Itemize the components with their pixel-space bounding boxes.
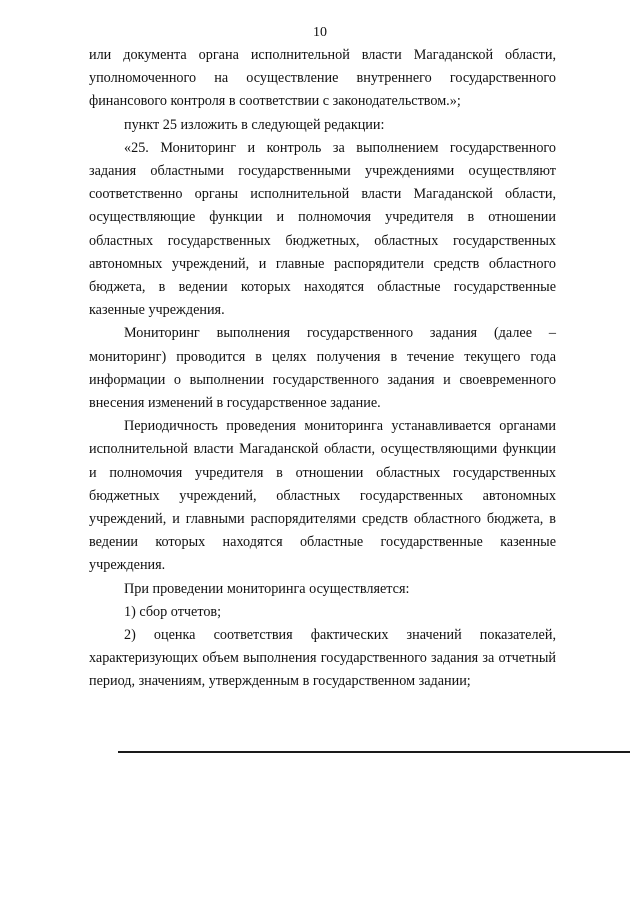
bottom-divider-line — [118, 751, 630, 753]
list-item-2: 2) оценка соответствия фактических значений показателей, характеризующих объем выполнения государственного задания за отчетный период, значениям, утвержденным в государственном задании; — [89, 627, 556, 690]
paragraph-amendment-intro: пункт 25 изложить в следующей редакции: — [124, 116, 385, 133]
paragraph-monitoring-frequency: Периодичность проведения мониторинга устанавливается органами исполнительной власти Магаданской области, осуществляющими функции и полномочия учредителя в отношении областных государственных бюджетных учреждений, областных государственных автономных учреждений, и главными распорядителями средств областного бюджета, в ведении которых находятся областные государственные казенные учреждения. — [89, 418, 556, 574]
document-body — [89, 44, 556, 694]
list-item-1: 1) сбор отчетов; — [124, 603, 222, 620]
paragraph-monitoring-definition: Мониторинг выполнения государственного задания (далее – мониторинг) проводится в целях получения в течение текущего года информации о выполнении государственного задания и своевременного внесения изменений в государственное задание. — [89, 325, 556, 412]
page-number: 10 — [313, 25, 327, 40]
paragraph-clause-25: «25. Мониторинг и контроль за выполнением государственного задания областными государственными учреждениями осуществляют соответственно органы исполнительной власти Магаданской области, осуществляющие функции и полномочия учредителя в отношении областных государственных бюджетных, областных государственных автономных учреждений, и главные распорядители средств областного бюджета, в ведении которых находятся областные государственные казенные учреждения. — [89, 139, 556, 319]
paragraph-continuation: или документа органа исполнительной власти Магаданской области, уполномоченного на осуществление внутреннего государственного финансового контроля в соответствии с законодательством.»; — [89, 47, 556, 110]
paragraph-monitoring-steps-intro: При проведении мониторинга осуществляется: — [124, 580, 410, 597]
